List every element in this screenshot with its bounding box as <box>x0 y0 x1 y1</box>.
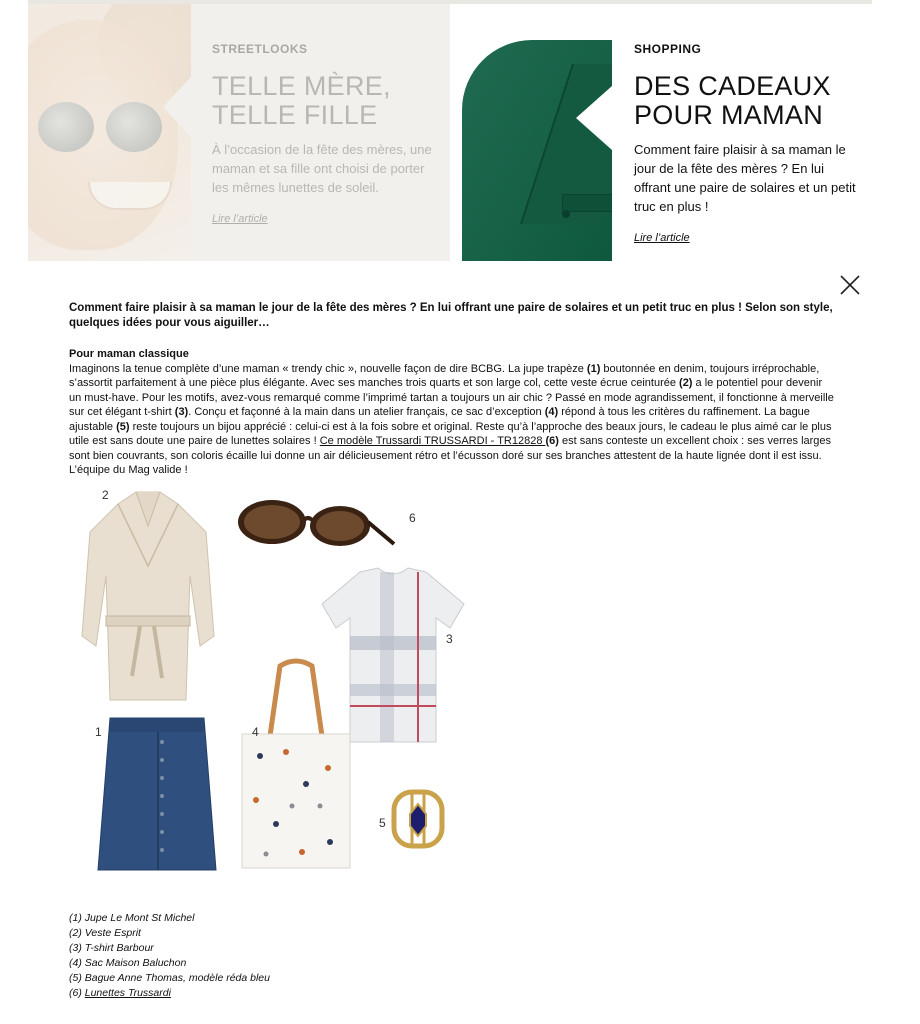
caption-line-trussardi <box>69 986 270 1001</box>
product-ref: (1) <box>586 362 601 375</box>
card-notch <box>163 77 191 137</box>
product-ref: (6) <box>545 435 559 447</box>
card-title[interactable] <box>634 72 858 130</box>
text-run: reste toujours un bijou apprécié : celui-ci est à la fois sobre et original. Reste qu’à l’approche des beaux jours, le cadeau le plus aimé car le plus utile est sans doute une paire de lunettes solaires ! <box>69 420 832 447</box>
caption-link-trussardi[interactable]: Lunettes Trussardi <box>84 987 171 999</box>
card-lead: À l’occasion de la fête des mères, une maman et sa fille ont choisi de porter les mêmes lunettes de soleil. <box>212 142 432 195</box>
caption-line: (2) Veste Esprit <box>69 927 141 939</box>
product-number: 3 <box>446 632 453 646</box>
text-run: a le potentiel pour devenir un must-have. Pour les motifs, avez-vous remarqué comme l’imprimé tartan a toujours un air chic ? Passé en mode agrandissement, il fonctionne à merveille sur cet élégant t-shirt <box>69 377 834 418</box>
article-intro: Comment faire plaisir à sa maman le jour de la fête des mères ? En lui offrant une paire de solaires et un petit truc en plus ! Selon son style, quelques idées pour vous aiguiller… <box>69 302 833 329</box>
card-title-line[interactable]: TELLE MÈRE, <box>212 71 391 101</box>
article-paragraph <box>69 362 834 478</box>
jacket-image[interactable] <box>78 486 218 718</box>
article-body <box>69 301 834 478</box>
text-run: est sans conteste un excellent choix : ses verres larges sont bien couvrants, son coloris écaille lui donne un air délicieusement rétro et l’écusson doré sur ses branches attestent de la haute lignée dont il est issu. L’équipe du Mag valide ! <box>69 435 832 476</box>
product-number: 1 <box>95 725 102 739</box>
card-title-line[interactable]: TELLE FILLE <box>212 100 378 130</box>
card-title-line[interactable]: POUR MAMAN <box>634 100 824 130</box>
card-title[interactable] <box>212 72 436 130</box>
related-card-shopping[interactable] <box>450 4 872 261</box>
card-notch <box>576 86 612 150</box>
skirt-image[interactable] <box>92 712 222 872</box>
text-run: boutonnée en denim, toujours irréprochable, s’assortit parfaitement à une pièce plus élégante. Avec ses manches trois quarts et son large col, cette veste écrue ceinturée <box>69 362 820 389</box>
card-title-line[interactable]: DES CADEAUX <box>634 71 831 101</box>
related-card-streetlooks[interactable] <box>28 4 450 261</box>
product-number: 6 <box>409 511 416 525</box>
read-article-link[interactable]: Lire l’article <box>212 213 268 225</box>
card-lead: Comment faire plaisir à sa maman le jour de la fête des mères ? En lui offrant une paire de solaires et un petit truc en plus ! <box>634 142 856 214</box>
caption-line: (4) Sac Maison Baluchon <box>69 957 187 969</box>
card-kicker: STREETLOOKS <box>212 42 308 56</box>
caption-line: (1) Jupe Le Mont St Michel <box>69 912 195 924</box>
caption-prefix: (6) <box>69 987 85 999</box>
text-run: . Conçu et façonné à la main dans un atelier français, ce sac d’exception <box>188 406 545 418</box>
caption-line: (3) T-shirt Barbour <box>69 942 154 954</box>
product-ref: (2) <box>679 377 693 389</box>
text-run: répond à tous les critères du raffinement. La bague ajustable <box>69 406 810 433</box>
product-ref: (3) <box>174 406 189 418</box>
product-ref: (5) <box>116 420 130 433</box>
text-run: Imaginons la tenue complète d’une maman « trendy chic », nouvelle façon de dire BCBG. La jupe trapèze <box>69 362 587 375</box>
ring-image[interactable] <box>386 784 450 854</box>
product-collage <box>78 484 498 884</box>
caption-line: (5) Bague Anne Thomas, modèle réda bleu <box>69 972 270 984</box>
close-icon[interactable] <box>838 273 862 297</box>
product-link-trussardi[interactable]: Ce modèle Trussardi TRUSSARDI - TR12828 <box>319 435 546 447</box>
tote-bag-image[interactable] <box>236 656 356 872</box>
product-captions <box>69 911 270 1001</box>
product-number: 2 <box>102 488 109 502</box>
read-article-link[interactable]: Lire l’article <box>634 232 690 244</box>
card-kicker: SHOPPING <box>634 42 702 56</box>
sunglasses-image[interactable] <box>236 498 396 554</box>
product-number: 5 <box>379 816 386 830</box>
product-number: 4 <box>252 725 259 739</box>
product-ref: (4) <box>544 406 559 418</box>
article-subhead: Pour maman classique <box>69 348 189 360</box>
